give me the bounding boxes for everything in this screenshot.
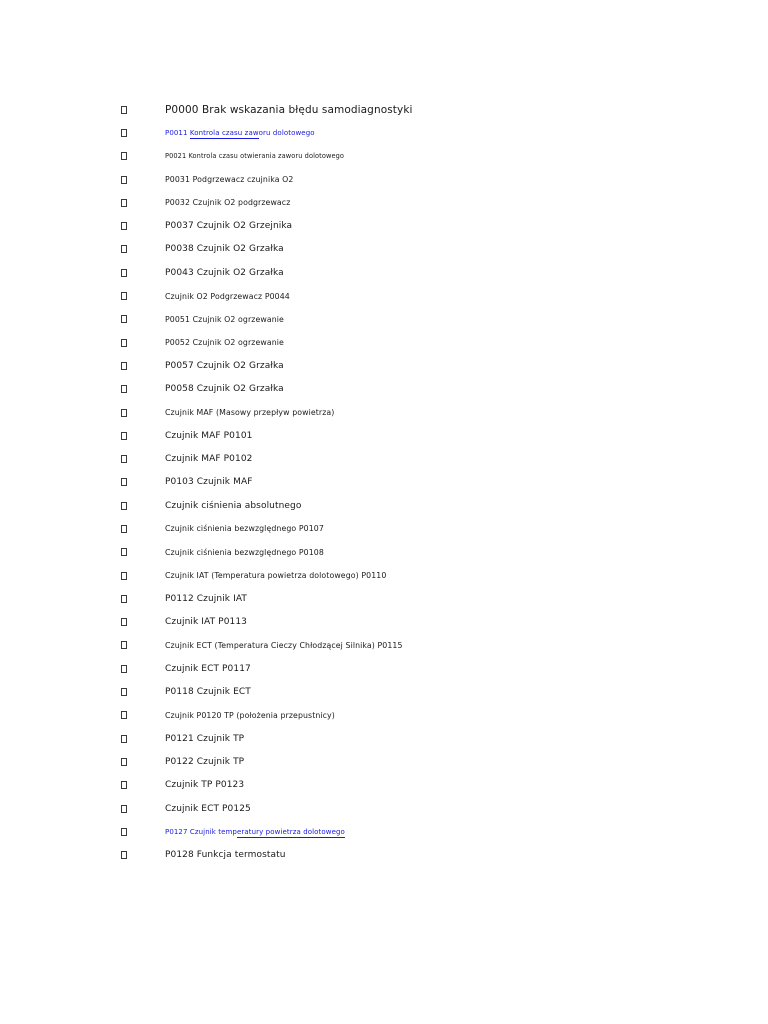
bullet-icon bbox=[121, 129, 127, 137]
list-item-label: Czujnik P0120 TP (położenia przepustnicy) bbox=[165, 710, 335, 720]
list-item-label: P0121 Czujnik TP bbox=[165, 733, 245, 744]
bullet-icon bbox=[121, 828, 127, 836]
list-item-label: P0032 Czujnik O2 podgrzewacz bbox=[165, 198, 291, 208]
list-item bbox=[0, 704, 768, 727]
list-item-label: P0052 Czujnik O2 ogrzewanie bbox=[165, 338, 284, 348]
list-item-label: Czujnik MAF P0101 bbox=[165, 430, 253, 441]
list-item bbox=[0, 214, 768, 237]
list-item bbox=[0, 657, 768, 680]
list-item bbox=[0, 517, 768, 540]
list-item-link[interactable] bbox=[165, 129, 315, 137]
list-item-link[interactable] bbox=[165, 828, 345, 836]
list-item-label: P0057 Czujnik O2 Grzałka bbox=[165, 360, 284, 371]
list-item-label: Czujnik ciśnienia bezwzględnego P0108 bbox=[165, 547, 324, 557]
bullet-icon bbox=[121, 292, 127, 300]
bullet-icon bbox=[121, 735, 127, 743]
list-item-label: Czujnik O2 Podgrzewacz P0044 bbox=[165, 291, 290, 301]
list-item bbox=[0, 750, 768, 773]
link-text-part[interactable]: oru dolotowego bbox=[258, 128, 315, 137]
bullet-icon bbox=[121, 525, 127, 533]
list-item bbox=[0, 680, 768, 703]
bullet-icon bbox=[121, 548, 127, 556]
list-item bbox=[0, 191, 768, 214]
list-item-label: P0112 Czujnik IAT bbox=[165, 593, 247, 604]
list-item bbox=[0, 284, 768, 307]
bullet-icon bbox=[121, 199, 127, 207]
link-text-part[interactable]: P0011 bbox=[165, 128, 190, 137]
list-item-label: P0031 Podgrzewacz czujnika O2 bbox=[165, 175, 294, 185]
list-item bbox=[0, 564, 768, 587]
bullet-icon bbox=[121, 595, 127, 603]
list-item-label: P0128 Funkcja termostatu bbox=[165, 850, 286, 861]
bullet-icon bbox=[121, 106, 127, 114]
bullet-icon bbox=[121, 385, 127, 393]
list-item-label: Czujnik ECT P0125 bbox=[165, 803, 251, 814]
list-item bbox=[0, 98, 768, 121]
list-item-label: P0037 Czujnik O2 Grzejnika bbox=[165, 221, 293, 232]
list-item bbox=[0, 494, 768, 517]
list-item-label: Czujnik IAT (Temperatura powietrza dolotowego) P0110 bbox=[165, 571, 387, 581]
link-text-part[interactable]: P0127 Czujnik temp bbox=[165, 827, 237, 836]
list-item-label: P0000 Brak wskazania błędu samodiagnostyki bbox=[165, 103, 413, 116]
bullet-icon bbox=[121, 641, 127, 649]
bullet-icon bbox=[121, 781, 127, 789]
list-item bbox=[0, 844, 768, 867]
bullet-icon bbox=[121, 851, 127, 859]
list-item bbox=[0, 587, 768, 610]
list-item-label: P0122 Czujnik TP bbox=[165, 756, 245, 767]
list-item bbox=[0, 378, 768, 401]
bullet-icon bbox=[121, 432, 127, 440]
list-item bbox=[0, 401, 768, 424]
list-item bbox=[0, 541, 768, 564]
list-item bbox=[0, 447, 768, 470]
list-item-label: Czujnik ciśnienia absolutnego bbox=[165, 500, 302, 511]
list-item-label: P0038 Czujnik O2 Grzałka bbox=[165, 244, 284, 255]
obd-code-list bbox=[0, 98, 768, 867]
list-item bbox=[0, 611, 768, 634]
bullet-icon bbox=[121, 315, 127, 323]
bullet-icon bbox=[121, 572, 127, 580]
list-item bbox=[0, 424, 768, 447]
bullet-icon bbox=[121, 409, 127, 417]
list-item bbox=[0, 145, 768, 168]
bullet-icon bbox=[121, 269, 127, 277]
list-item-label: P0043 Czujnik O2 Grzałka bbox=[165, 267, 284, 278]
list-item-label: P0051 Czujnik O2 ogrzewanie bbox=[165, 314, 284, 324]
list-item bbox=[0, 168, 768, 191]
list-item-label: Czujnik ECT P0117 bbox=[165, 663, 251, 674]
list-item[interactable] bbox=[0, 820, 768, 843]
list-item bbox=[0, 331, 768, 354]
bullet-icon bbox=[121, 455, 127, 463]
list-item bbox=[0, 308, 768, 331]
bullet-icon bbox=[121, 688, 127, 696]
bullet-icon bbox=[121, 152, 127, 160]
list-item-label: P0021 Kontrola czasu otwierania zaworu dolotowego bbox=[165, 152, 345, 161]
bullet-icon bbox=[121, 711, 127, 719]
bullet-icon bbox=[121, 176, 127, 184]
list-item-label: Czujnik ECT (Temperatura Cieczy Chłodzącej Silnika) P0115 bbox=[165, 640, 403, 650]
bullet-icon bbox=[121, 478, 127, 486]
list-item bbox=[0, 354, 768, 377]
list-item-label: P0058 Czujnik O2 Grzałka bbox=[165, 384, 284, 395]
list-item bbox=[0, 797, 768, 820]
list-item bbox=[0, 238, 768, 261]
list-item bbox=[0, 471, 768, 494]
list-item-label: Czujnik ciśnienia bezwzględnego P0107 bbox=[165, 524, 324, 534]
list-item bbox=[0, 634, 768, 657]
list-item bbox=[0, 261, 768, 284]
link-text-underlined[interactable]: eratury powietrza dolotowego bbox=[236, 827, 345, 836]
list-item-label: P0118 Czujnik ECT bbox=[165, 687, 251, 698]
list-item-label: Czujnik MAF (Masowy przepływ powietrza) bbox=[165, 408, 335, 417]
list-item-label: P0103 Czujnik MAF bbox=[165, 477, 253, 488]
bullet-icon bbox=[121, 618, 127, 626]
bullet-icon bbox=[121, 665, 127, 673]
bullet-icon bbox=[121, 758, 127, 766]
list-item bbox=[0, 774, 768, 797]
bullet-icon bbox=[121, 805, 127, 813]
list-item-label: Czujnik TP P0123 bbox=[165, 780, 245, 791]
list-item[interactable] bbox=[0, 121, 768, 144]
link-text-underlined[interactable]: Kontrola czasu zaw bbox=[189, 128, 259, 137]
list-item bbox=[0, 727, 768, 750]
bullet-icon bbox=[121, 245, 127, 253]
bullet-icon bbox=[121, 502, 127, 510]
bullet-icon bbox=[121, 222, 127, 230]
bullet-icon bbox=[121, 362, 127, 370]
bullet-icon bbox=[121, 339, 127, 347]
list-item-label: Czujnik IAT P0113 bbox=[165, 617, 247, 628]
list-item-label: Czujnik MAF P0102 bbox=[165, 454, 253, 465]
